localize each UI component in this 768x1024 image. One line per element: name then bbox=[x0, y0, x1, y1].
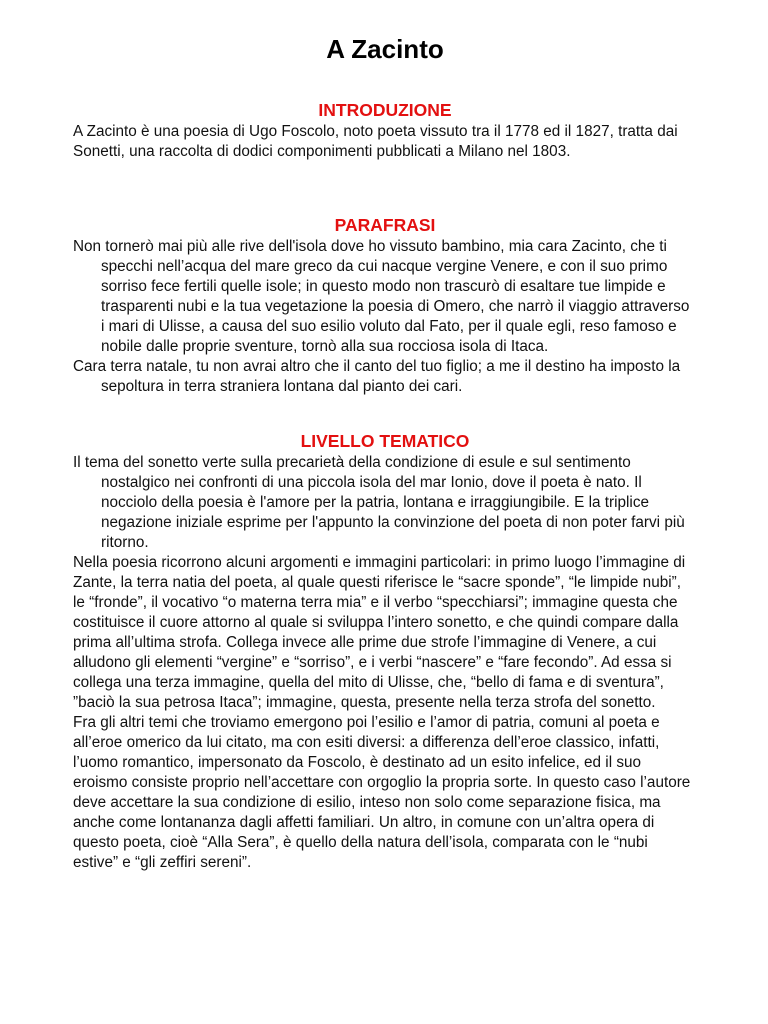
heading-introduzione: INTRODUZIONE bbox=[318, 100, 452, 120]
paragraph: Non tornerò mai più alle rive dell'isola dove ho vissuto bambino, mia cara Zacinto, che ti specchi nell’acqua del mare greco da cui nacque vergine Venere, e con il suo primo sorriso fece fertili quelle isole; in questo modo non trascurò di esaltare tue limpide e trasparenti nubi e la tua vegetazione la poesia di Omero, che narrò il viaggio attraverso i mari di Ulisse, a causa del suo esilio voluto dal Fato, per il quale egli, reso famoso e nobile dalle proprie sventure, tornò alla sua rocciosa isola di Itaca. bbox=[73, 238, 690, 355]
paragraph: A Zacinto è una poesia di Ugo Foscolo, noto poeta vissuto tra il 1778 ed il 1827, tratta dai Sonetti, una raccolta di dodici componimenti pubblicati a Milano nel 1803. bbox=[73, 123, 678, 160]
section-introduzione bbox=[73, 122, 697, 162]
heading-livello-tematico: LIVELLO TEMATICO bbox=[300, 431, 470, 451]
paragraph: Cara terra natale, tu non avrai altro che il canto del tuo figlio; a me il destino ha imposto la sepoltura in terra straniera lontana dal pianto dei cari. bbox=[73, 358, 681, 395]
section-livello-tematico bbox=[73, 453, 697, 873]
paragraph: Fra gli altri temi che troviamo emergono poi l’esilio e l’amor di patria, comuni al poeta e all’eroe omerico da lui citato, ma con esiti diversi: a differenza dell’eroe classico, infatti, l’uomo romantico, impersonato da Foscolo, è destinato ad un esito infelice, ed il suo eroismo consiste proprio nell’accettare con orgoglio la propria sorte. In questo caso l’autore deve accettare la sua condizione di esilio, inteso non solo come separazione fisica, ma anche come lontananza dagli affetti familiari. Un altro, in comune con un’altra opera di questo poeta, cioè “Alla Sera”, è quello della natura dell’isola, comparata con le “nubi estive” e “gli zeffiri sereni”. bbox=[73, 714, 691, 871]
heading-parafrasi: PARAFRASI bbox=[334, 215, 436, 235]
section-parafrasi bbox=[73, 237, 697, 397]
paragraph: Nella poesia ricorrono alcuni argomenti e immagini particolari: in primo luogo l’immagine di Zante, la terra natia del poeta, al quale questi riferisce le “sacre sponde”, “le limpide nubi”, le “fronde”, il vocativo “o materna terra mia” e il verbo “specchiarsi”; immagine questa che costituisce il cuore attorno al quale si sviluppa l’intero sonetto, e che quindi compare dalla prima all’ultima strofa. Collega invece alle prime due strofe l’immagine di Venere, a cui alludono gli elementi “vergine” e “sorriso”, e i verbi “nascere” e “fare fecondo”. Ad essa si collega una terza immagine, quella del mito di Ulisse, che, “bello di fama e di sventura”, ”baciò la sua petrosa Itaca”; immagine, questa, presente nella terza strofa del sonetto. bbox=[73, 554, 686, 711]
document-title: A Zacinto bbox=[326, 34, 444, 64]
paragraph: Il tema del sonetto verte sulla precarietà della condizione di esule e sul sentimento nostalgico nei confronti di una piccola isola del mar Ionio, dove il poeta è nato. Il nocciolo della poesia è l'amore per la patria, lontana e irraggiungibile. E la triplice negazione iniziale esprime per l'appunto la convinzione del poeta di non poter farvi più ritorno. bbox=[73, 454, 685, 551]
